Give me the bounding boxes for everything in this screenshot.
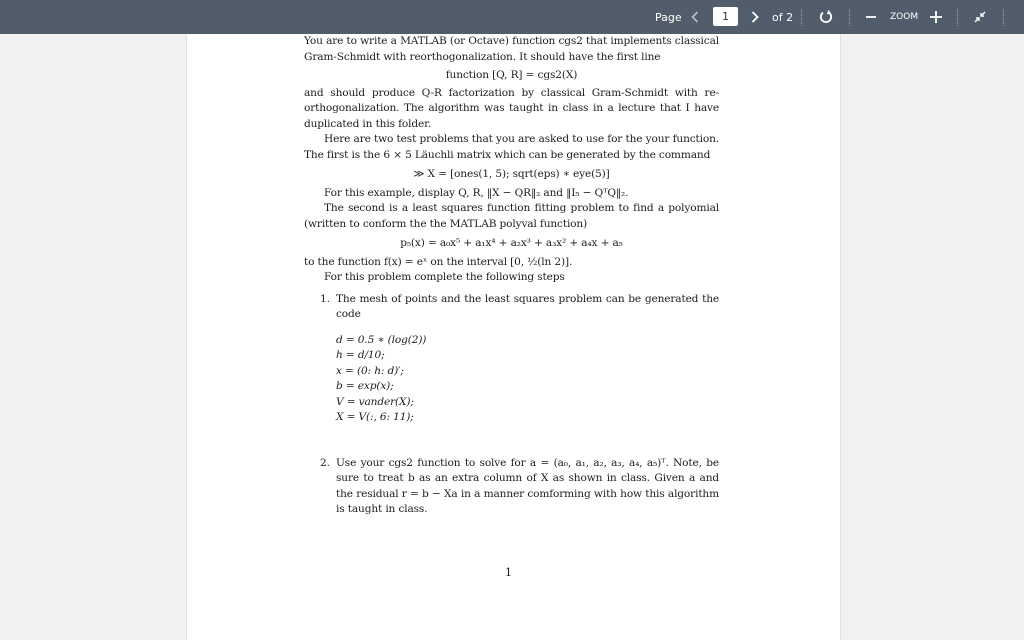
zoom-out-button[interactable]	[864, 0, 878, 34]
list-item	[304, 292, 719, 323]
rotate-icon	[819, 10, 833, 24]
document-body	[304, 34, 719, 518]
list-item	[304, 456, 719, 518]
paragraph: and should produce Q-R factorization by classical Gram-Schmidt with re-orthogonalization. The algorithm was taught in class in a lecture that I have duplicated in this folder.	[304, 86, 719, 130]
list-number: 1.	[320, 292, 330, 305]
list-item-text: Use your cgs2 function to solve for a = (a₀, a₁, a₂, a₃, a₄, a₅)ᵀ. Note, be sure to treat b as an extra column of X as shown in class. Given a and the residual r = b − Xa in a manner comforming with how this algorithm is taught in class.	[336, 456, 719, 515]
toolbar-divider	[801, 9, 803, 26]
paragraph: The second is a least squares function fitting problem to find a polyomial (written to conform the the MATLAB polyval function)	[304, 202, 719, 230]
list-number: 2.	[320, 456, 330, 469]
pdf-toolbar	[0, 0, 1024, 34]
exit-fullscreen-button[interactable]	[972, 0, 988, 34]
function-signature: function [Q, R] = cgs2(X)	[445, 69, 578, 81]
intro-paragraph: You are to write a MATLAB (or Octave) function cgs2 that implements classical Gram-Schmidt with reorthogonalization. It should have the first line	[304, 35, 719, 63]
steps-list	[304, 456, 719, 518]
polynomial-equation: p₅(x) = a₀x⁵ + a₁x⁴ + a₂x³ + a₃x² + a₄x + a₅	[400, 237, 623, 249]
matlab-command: ≫ X = [ones(1, 5); sqrt(eps) ∗ eye(5)]	[413, 168, 610, 180]
prev-page-button[interactable]	[688, 0, 702, 34]
toolbar-divider	[849, 9, 851, 26]
paragraph: For this problem complete the following steps	[324, 271, 565, 283]
paragraph: For this example, display Q, R, ‖X − QR‖₂ and ‖I₅ − QᵀQ‖₂.	[324, 186, 629, 199]
minus-icon	[866, 12, 876, 22]
next-page-button[interactable]	[748, 0, 762, 34]
plus-icon	[930, 11, 942, 23]
code-line: b = exp(x);	[336, 380, 394, 392]
code-line: h = d/10;	[336, 349, 385, 361]
page-footer-number: 1	[505, 566, 512, 579]
code-line: x = (0: h: d)′;	[336, 364, 404, 377]
code-line: X = V(:, 6: 11);	[336, 411, 414, 423]
paragraph: to the function f(x) = eˣ on the interval [0, ½(ln 2)].	[304, 255, 573, 268]
page-count: of 2	[772, 10, 794, 24]
zoom-in-button[interactable]	[929, 0, 943, 34]
toolbar-divider	[1003, 9, 1005, 26]
paragraph: Here are two test problems that you are asked to use for the your function. The first is the 6 × 5 Läuchli matrix which can be generated by the command	[304, 133, 719, 161]
page-label: Page	[655, 10, 682, 24]
zoom-label: ZOOM	[890, 12, 919, 22]
rotate-button[interactable]	[816, 0, 836, 34]
list-item-text: The mesh of points and the least squares problem can be generated the code	[336, 292, 719, 320]
chevron-right-icon	[751, 11, 759, 23]
chevron-left-icon	[691, 11, 699, 23]
code-block	[304, 333, 719, 426]
code-line: V = vander(X);	[336, 395, 414, 408]
collapse-icon	[974, 11, 986, 23]
steps-list	[304, 292, 719, 323]
page-number-input[interactable]: 1	[713, 7, 738, 26]
code-line: d = 0.5 ∗ (log(2))	[336, 333, 427, 346]
toolbar-divider	[957, 9, 959, 26]
